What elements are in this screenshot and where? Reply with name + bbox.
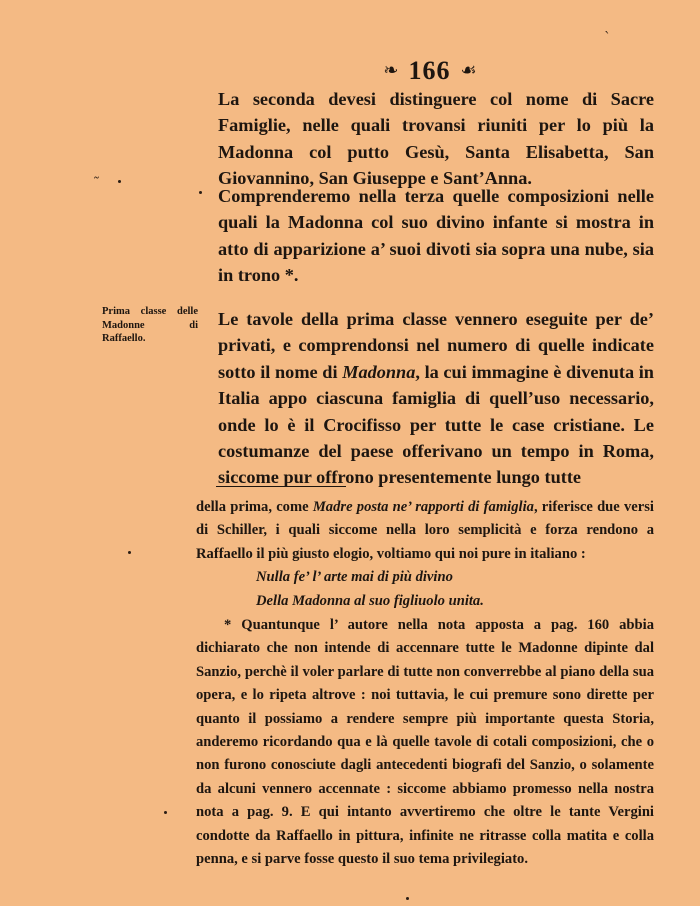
text-run: della prima, come	[196, 499, 313, 515]
ink-speck	[118, 180, 121, 183]
verse-line: Della Madonna al suo figliuolo unita.	[256, 592, 484, 609]
margin-mark: `	[604, 30, 611, 46]
paragraph-second-class	[218, 86, 654, 192]
margin-note: Prima classe delle Madonne di Raffaello.	[102, 306, 198, 344]
verse-line: Nulla fe’ l’ arte mai di più divino	[256, 569, 453, 586]
page-header	[360, 54, 500, 88]
margin-mark: ˷	[93, 164, 100, 180]
ink-speck	[128, 551, 131, 554]
italic-phrase: Madre posta ne’ rapporti di famiglia	[312, 499, 534, 515]
italic-term: Madonna	[342, 361, 416, 382]
footnote-asterisk: * Quantunque l’ autore nella nota apposta a pag. 160 abbia dichiarato che non intende di accennare tutte le Madonne dipinte dal Sanzio, perchè il voler parlare di tutte non converrebbe al piano della sua opera, e lo ripeta altrove : noi tuttavia, le cui premure sono dirette per quanto il possiamo a rendere sempre più importante questa Storia, anderemo ricordando qua e là quelle tavole di cotali composizioni, che o non furono conosciute dagli antecedenti biografi del Sanzio, o solamente da alcuni vennero accennate : siccome abbiamo promesso nella nostra nota a pag. 9. E qui intanto avvertiremo che oltre le tante Vergini condotte da Raffaello in pittura, infinite ne ritrasse colla matita e colla penna, e si parve fosse questo il suo tema privilegiato.	[196, 617, 654, 868]
paragraph-first-class	[218, 306, 654, 491]
ink-speck	[199, 191, 202, 194]
footnotes	[196, 496, 654, 872]
right-ornament-icon: ☙	[460, 60, 477, 81]
text-run: , la cui immagine è divenuta in Italia appo ciascuna famiglia di quell’uso necessario, onde lo è il Crocifisso per tutte le case cristiane. Le costumanze del paese offerivano un tempo in Roma, siccome pur offrono presentemente lungo tutte	[218, 361, 654, 488]
footnote-divider	[216, 486, 346, 487]
paragraph-text	[218, 306, 654, 491]
ink-speck	[406, 897, 409, 900]
text-run: , riferisce due versi di Schiller, i quali siccome nella loro semplicità e forza rendono a Raffaello il più giusto elogio, voltiamo qui noi pure in italiano :	[196, 499, 654, 562]
footnote-continued	[196, 496, 654, 566]
page-number: 166	[408, 56, 451, 85]
paragraph-text: Comprenderemo nella terza quelle composizioni nelle quali la Madonna col suo divino infante si mostra in atto di apparizione a’ suoi divoti sia sopra una nube, sia in trono *.	[218, 186, 654, 286]
paragraph-third-class	[218, 183, 654, 289]
paragraph-text: La seconda devesi distinguere col nome di Sacre Famiglie, nelle quali trovansi riuniti per lo più la Madonna col putto Gesù, Santa Elisabetta, San Giovannino, San Giuseppe e Sant’Anna.	[218, 89, 654, 189]
ink-speck	[164, 811, 167, 814]
text-run: Le tavole della prima classe vennero eseguite per de’ privati, e comprendonsi nel numero di quelle indicate sotto il nome di	[218, 309, 654, 382]
left-ornament-icon: ❧	[383, 60, 399, 81]
